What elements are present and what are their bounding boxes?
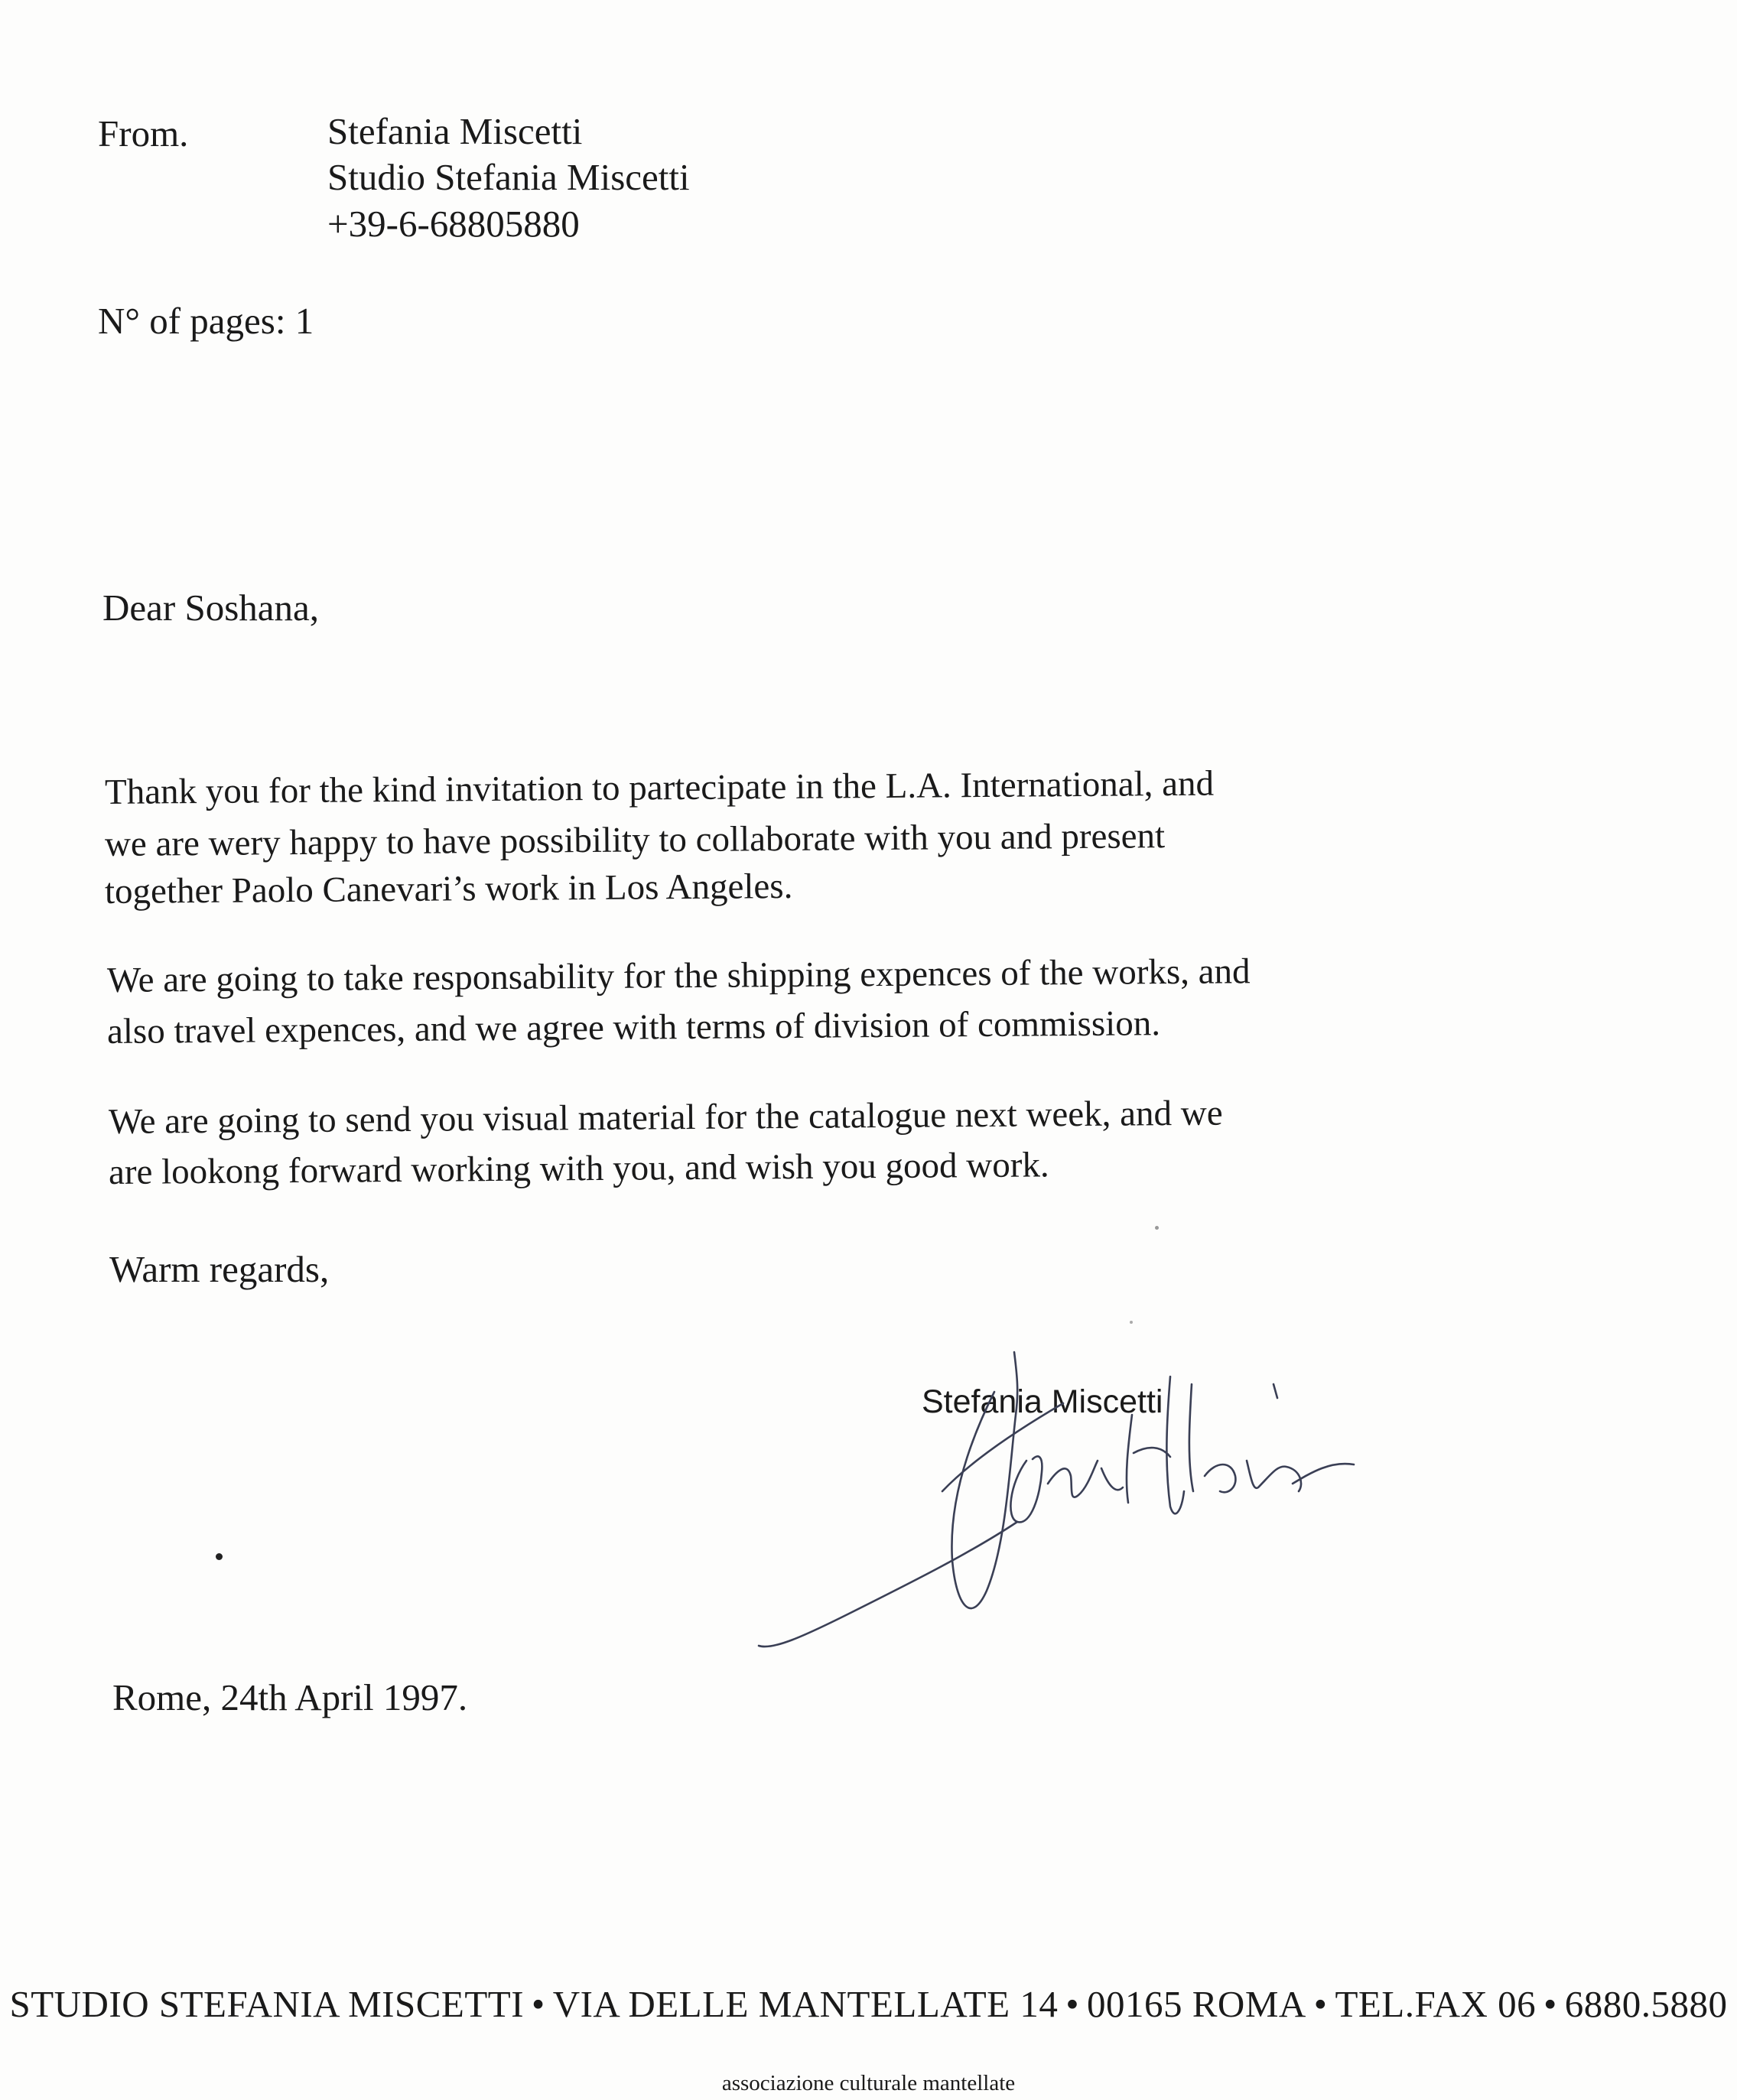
paragraph-3-line-2: are lookong forward working with you, and wish you good work. <box>108 1145 1049 1192</box>
footer-studio: STUDIO STEFANIA MISCETTI <box>9 1983 525 2025</box>
from-name: Stefania Miscetti <box>327 110 583 152</box>
handwritten-signature <box>742 1331 1461 1667</box>
closing: Warm regards, <box>109 1248 330 1290</box>
paper-speck <box>1155 1226 1159 1230</box>
footer-subline: associazione culturale mantellate <box>721 2071 1016 2095</box>
footer-separator: • <box>1065 1983 1079 2025</box>
footer-tel-fax-label: TEL.FAX 06 <box>1335 1983 1537 2025</box>
footer-address: VIA DELLE MANTELLATE 14 <box>552 1983 1059 2025</box>
paragraph-1-line-1: Thank you for the kind invitation to partecipate in the L.A. International, and <box>104 763 1215 812</box>
letter-date: Rome, 24th April 1997. <box>112 1676 468 1718</box>
paragraph-2-line-1: We are going to take responsability for the shipping expences of the works, and <box>106 951 1251 1000</box>
from-phone: +39-6-68805880 <box>327 203 580 245</box>
page-count: N° of pages: 1 <box>98 300 314 342</box>
from-label: From. <box>98 112 189 154</box>
footer-separator: • <box>1543 1983 1557 2025</box>
footer-separator: • <box>532 1983 545 2025</box>
paragraph-3-line-1: We are going to send you visual material for the catalogue next week, and we <box>108 1093 1223 1142</box>
footer-phone: 6880.5880 <box>1564 1983 1728 2025</box>
paragraph-1-line-3: together Paolo Canevari’s work in Los Angeles. <box>104 866 793 912</box>
footer-separator: • <box>1313 1983 1328 2025</box>
letterhead-footer <box>0 1982 1737 2026</box>
from-studio: Studio Stefania Miscetti <box>327 156 690 198</box>
paragraph-1-line-2: we are wery happy to have possibility to collaborate with you and present <box>104 816 1166 864</box>
paper-speck <box>216 1553 223 1560</box>
paper-speck <box>1130 1321 1133 1324</box>
greeting: Dear Soshana, <box>102 587 320 629</box>
signatory-name: Stefania Miscetti <box>922 1383 1163 1420</box>
footer-city: 00165 ROMA <box>1087 1983 1306 2025</box>
paragraph-2-line-2: also travel expences, and we agree with terms of division of commission. <box>106 1003 1161 1052</box>
